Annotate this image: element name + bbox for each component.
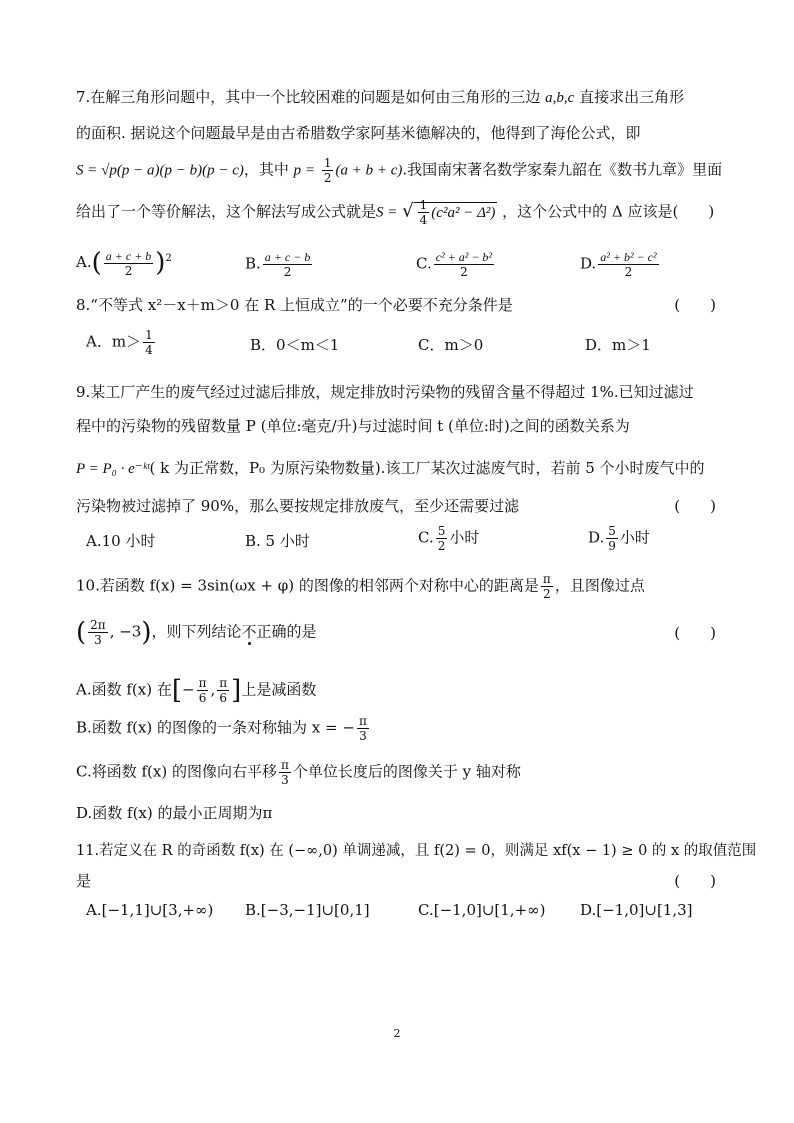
q9-line-1: 9.某工厂产生的废气经过过滤后排放，规定排放时污染物的残留含量不得超过 1%.已知过滤过 xyxy=(76,383,694,401)
q9-option-b[interactable]: B. 5 小时 xyxy=(245,532,310,550)
q10-line-1: 10.若函数 f(x) = 3sin(ωx + φ) 的图像的相邻两个对称中心的距离是 $\frac{\pi}{2}$ ，且图像过点 xyxy=(76,572,645,601)
q10-answer-paren: ( ) xyxy=(674,624,716,642)
q7-option-d[interactable]: D. $\frac{\text{a² + b² − c²}}{2}$ xyxy=(580,250,657,279)
q7-line-4: 给出了一个等价解法，这个解法写成公式就是S = √ $\frac{1}{4}$ (c²a² − Δ²) ，这个公式中的 Δ 应该是( ) xyxy=(76,198,715,227)
q10-option-a[interactable]: A.函数 f(x) 在[− $\frac{\pi}{6}$ , $\frac{\pi}{6}$ ]上是减函数 xyxy=(76,675,317,706)
q11-option-a[interactable]: A.[−1,1]∪[3,+∞) xyxy=(86,901,214,919)
q9-option-c[interactable]: C. $\frac{5}{2}$ 小时 xyxy=(418,524,480,553)
q11-option-c[interactable]: C.[−1,0]∪[1,+∞) xyxy=(418,901,546,919)
q10-line-2: ( $\frac{2\pi}{3}$ , −3)，则下列结论不正确的是 xyxy=(76,617,317,648)
q11-option-b[interactable]: B.[−3,−1]∪[0,1] xyxy=(245,901,370,919)
q9-option-d[interactable]: D. $\frac{5}{9}$ 小时 xyxy=(588,524,650,553)
q8-option-c[interactable]: C．m＞0 xyxy=(418,336,484,354)
q10-option-c[interactable]: C.将函数 f(x) 的图像向右平移 $\frac{\pi}{3}$ 个单位长度后的图像关于 y 轴对称 xyxy=(76,758,521,787)
q11-line-2: 是 xyxy=(76,872,92,890)
q11-answer-paren: ( ) xyxy=(674,872,716,890)
q8-option-a[interactable]: A．m＞ $\frac{1}{4}$ xyxy=(86,328,153,357)
q7-option-b[interactable]: B. $\frac{a + c - b}{2}$ xyxy=(245,250,311,279)
q9-option-a[interactable]: A.10 小时 xyxy=(86,532,156,550)
q7-line-3: S = √p(p − a)(p − b)(p − c)，其中 p = $\frac{1}{2}$ (a + b + c).我国南宋著名数学家秦九韶在《数书九章》里面 xyxy=(76,156,723,185)
q8-option-d[interactable]: D．m＞1 xyxy=(585,336,651,354)
q7-option-a[interactable]: A.( $\frac{a + c + b}{2}$ )$^2$ xyxy=(76,248,172,278)
q7-line-2: 的面积. 据说这个问题最早是由古希腊数学家阿基米德解决的，他得到了海伦公式，即 xyxy=(76,124,641,142)
q9-line-4: 污染物被过滤掉了 90%，那么要按规定排放废气，至少还需要过滤 xyxy=(76,497,520,515)
q8-option-b[interactable]: B．0＜m＜1 xyxy=(250,336,340,354)
q7-line-1: 7.在解三角形问题中，其中一个比较困难的问题是如何由三角形的三边 a,b,c 直接求出三角形 xyxy=(76,88,685,106)
q9-answer-paren: ( ) xyxy=(674,497,716,515)
q9-line-3: P = P₀ · e⁻ᵏᵗ( k 为正常数，P₀ 为原污染物数量).该工厂某次过滤废气时，若前 5 个小时废气中的 xyxy=(76,459,705,477)
q9-line-2: 程中的污染物的残留数量 P (单位:毫克/升)与过滤时间 t (单位:时)之间的函数关系为 xyxy=(76,417,630,435)
q10-option-d[interactable]: D.函数 f(x) 的最小正周期为π xyxy=(76,804,273,822)
q11-line-1: 11.若定义在 R 的奇函数 f(x) 在 (−∞,0) 单调递减，且 f(2) = 0，则满足 xf(x − 1) ≥ 0 的 x 的取值范围 xyxy=(76,843,757,859)
page-number: 2 xyxy=(393,1027,401,1040)
q8-answer-paren: ( ) xyxy=(674,296,716,314)
q11-option-d[interactable]: D.[−1,0]∪[1,3] xyxy=(580,901,693,919)
q8-question: 8.“不等式 x²－x＋m＞0 在 R 上恒成立”的一个必要不充分条件是 xyxy=(76,296,513,314)
q10-option-b[interactable]: B.函数 f(x) 的图像的一条对称轴为 x = − $\frac{\pi}{3}$ xyxy=(76,714,367,743)
q7-option-c[interactable]: C. $\frac{\text{c² + a² − b²}}{2}$ xyxy=(416,250,493,279)
